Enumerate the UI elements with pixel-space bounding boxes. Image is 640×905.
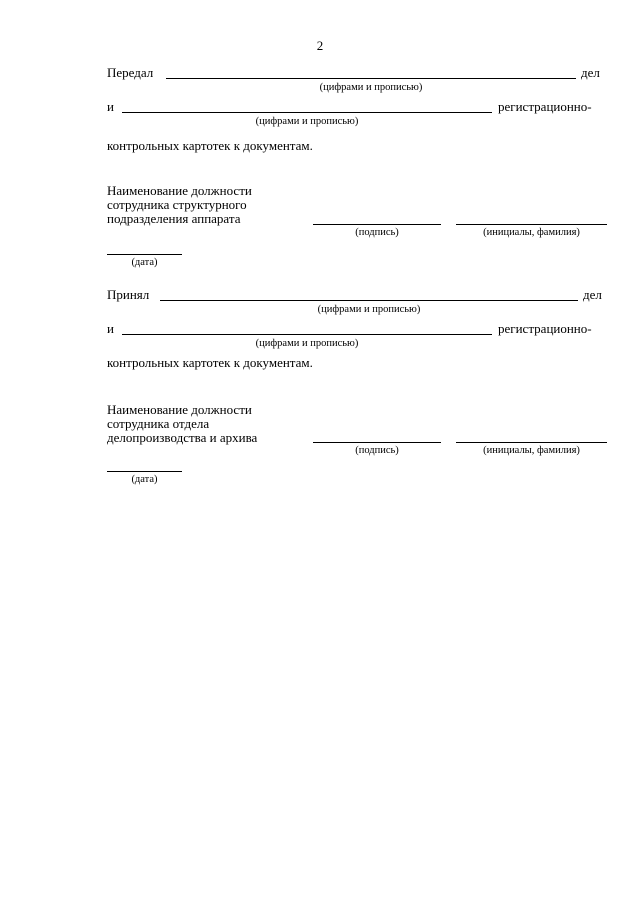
date-hint: (дата) <box>131 474 158 485</box>
initials-surname-field[interactable] <box>456 224 607 225</box>
position-title-line: сотрудника структурного <box>107 197 247 212</box>
digits-hint: (цифрами и прописью) <box>255 116 359 127</box>
received-cards-count-field[interactable] <box>122 334 492 335</box>
and-word: и <box>107 99 114 114</box>
signature-field[interactable] <box>313 224 441 225</box>
continuation-text: контрольных картотек к документам. <box>107 138 313 153</box>
received-cases-count-field[interactable] <box>160 300 578 301</box>
transferred-label: Передал <box>107 65 154 80</box>
date-field[interactable] <box>107 471 182 472</box>
and-word: и <box>107 321 114 336</box>
registration-suffix: регистрационно- <box>498 321 592 336</box>
cases-word: дел <box>583 287 602 302</box>
signature-hint: (подпись) <box>355 445 399 456</box>
digits-hint: (цифрами и прописью) <box>255 338 359 349</box>
digits-hint: (цифрами и прописью) <box>317 304 421 315</box>
received-label: Принял <box>107 287 150 302</box>
initials-surname-hint: (инициалы, фамилия) <box>483 445 580 456</box>
initials-surname-field[interactable] <box>456 442 607 443</box>
date-hint: (дата) <box>131 257 158 268</box>
position-title <box>107 184 252 226</box>
position-title-line: Наименование должности <box>107 183 252 198</box>
registration-suffix: регистрационно- <box>498 99 592 114</box>
position-title-line: делопроизводства и архива <box>107 430 258 445</box>
transferred-cases-count-field[interactable] <box>166 78 576 79</box>
digits-hint: (цифрами и прописью) <box>319 82 423 93</box>
transferred-cards-count-field[interactable] <box>122 112 492 113</box>
cases-word: дел <box>581 65 600 80</box>
position-title <box>107 403 257 445</box>
position-title-line: Наименование должности <box>107 402 252 417</box>
signature-hint: (подпись) <box>355 227 399 238</box>
initials-surname-hint: (инициалы, фамилия) <box>483 227 580 238</box>
position-title-line: сотрудника отдела <box>107 416 210 431</box>
position-title-line: подразделения аппарата <box>107 211 241 226</box>
page-number: 2 <box>316 38 324 53</box>
continuation-text: контрольных картотек к документам. <box>107 355 313 370</box>
signature-field[interactable] <box>313 442 441 443</box>
date-field[interactable] <box>107 254 182 255</box>
